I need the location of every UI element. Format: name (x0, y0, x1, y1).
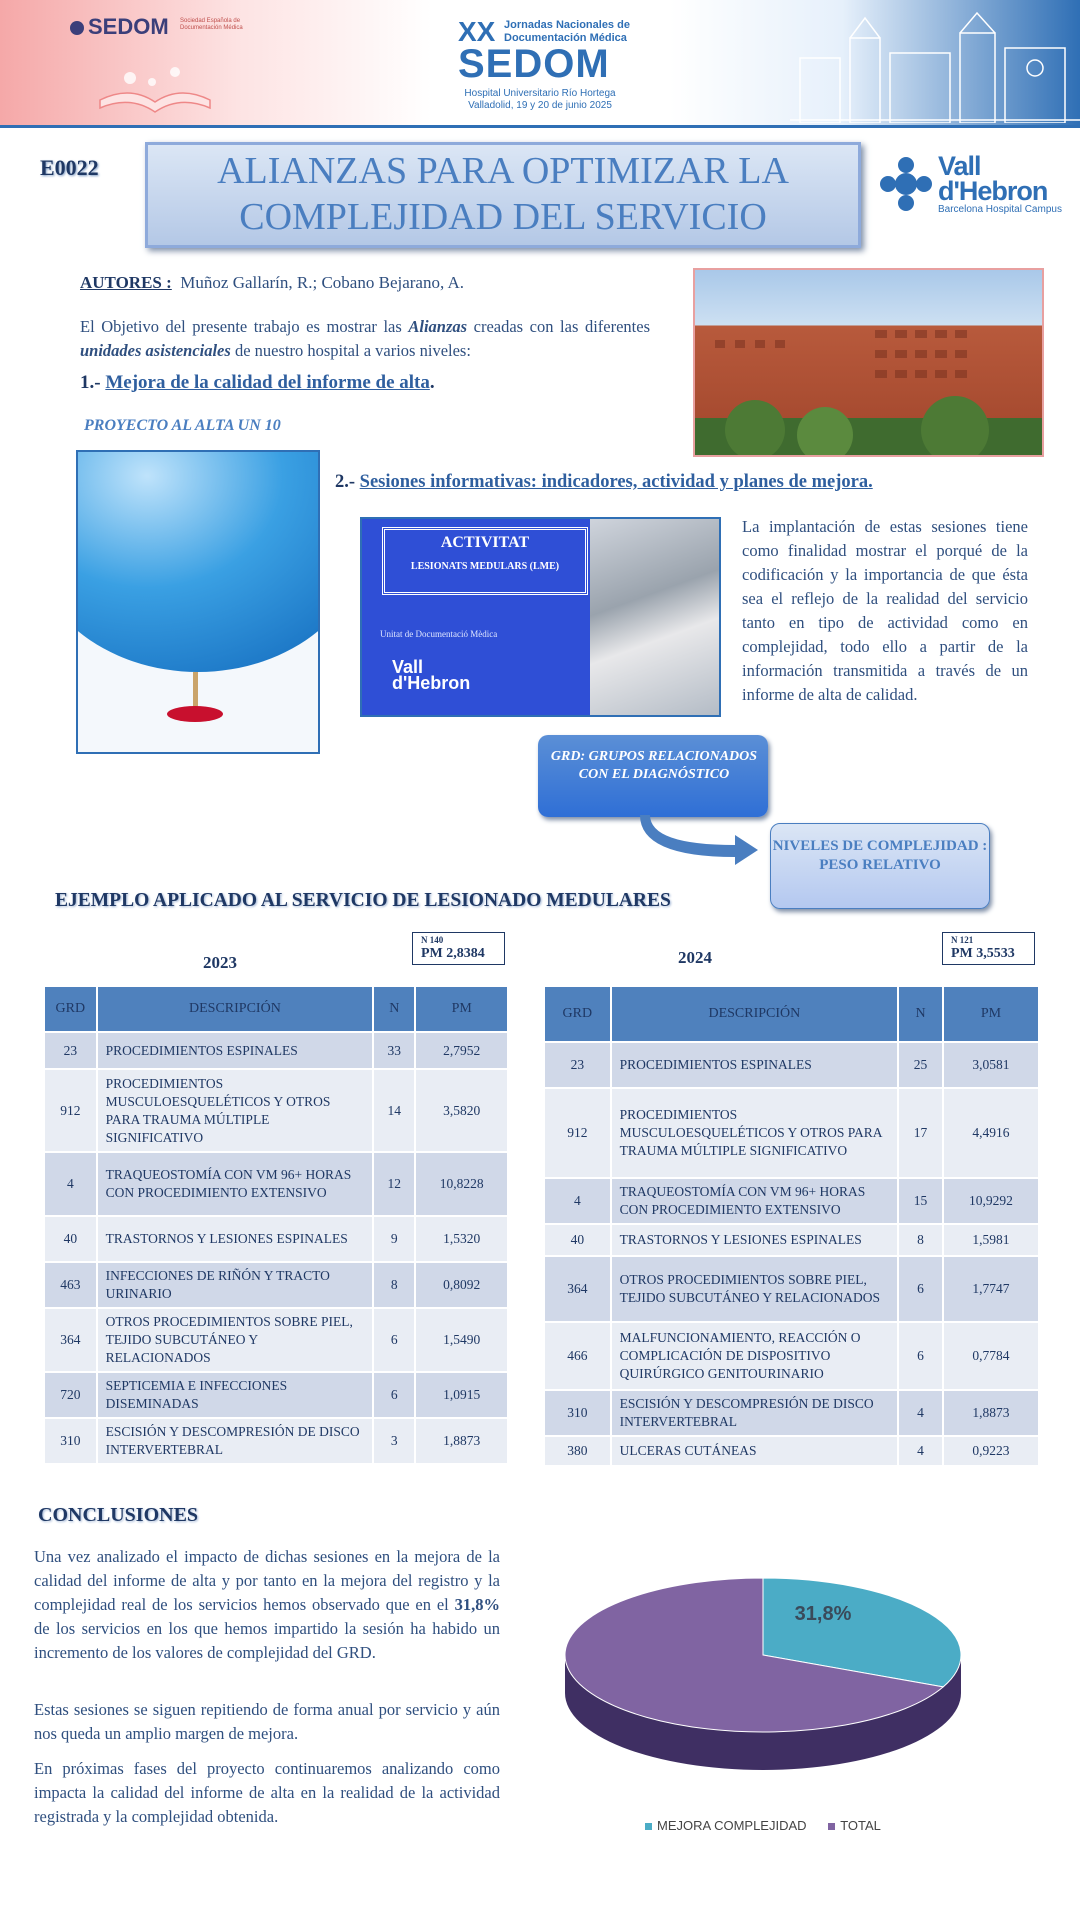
legend-label-total: TOTAL (840, 1818, 881, 1833)
table-row: 466 MALFUNCIONAMIENTO, REACCIÓN O COMPLICACIÓN DE DISPOSITIVO QUIRÚRGICO GENITOURINARIO 6 0,7784 (544, 1322, 1039, 1390)
pie-data-label: 31,8% (794, 1603, 852, 1625)
conclusions-heading: CONCLUSIONES (38, 1504, 199, 1526)
table-2023 (43, 985, 509, 1465)
poster-code: E0022 (40, 155, 99, 180)
table-2024 (543, 985, 1040, 1467)
city-skyline-icon (790, 8, 1080, 123)
summary-2023: N 140 PM 2,8384 (412, 932, 505, 965)
niveles-text: NIVELES DE COMPLEJIDAD : PESO RELATIVO (772, 838, 988, 873)
table-row: 720 SEPTICEMIA E INFECCIONES DISEMINADAS 6 1,0915 (44, 1372, 508, 1418)
table-row: 40 TRASTORNOS Y LESIONES ESPINALES 9 1,5320 (44, 1216, 508, 1262)
table-row: 4 TRAQUEOSTOMÍA CON VM 96+ HORAS CON PROCEDIMIENTO EXTENSIVO 12 10,8228 (44, 1152, 508, 1216)
activitat-unit: Unitat de Documentació Mèdica (380, 629, 498, 639)
objective-text: El Objetivo del presente trabajo es mostrar las Alianzas creadas con las diferentes unidades asistenciales de nuestro hospital a varios niveles: (80, 317, 650, 360)
legend-label-mejora: MEJORA COMPLEJIDAD (657, 1818, 807, 1833)
conference-org: SEDOM (458, 42, 610, 86)
curved-arrow-icon (640, 815, 760, 865)
vall-hebron-logo: Vall d'Hebron (938, 151, 1048, 206)
poster-title: ALIANZAS PARA OPTIMIZAR LA COMPLEJIDAD DEL SERVICIO (217, 150, 789, 238)
summary-2024: N 121 PM 3,5533 (942, 932, 1035, 965)
conclusion-paragraph-3: En próximas fases del proyecto continuaremos analizando como impacta la calidad del informe de alta en la realidad de la actividad registrada y la complejidad obtenida. (34, 1759, 500, 1826)
activitat-slide (360, 517, 721, 717)
col-grd: GRD (44, 986, 97, 1032)
conclusion-paragraph-1: Una vez analizado el impacto de dichas sesiones en la mejora de la calidad del informe de alta y por tanto en la mejora del registro y la complejidad real de los servicios hemos observado que en el 31,8% de los servicios en los que hemos impartido la sesión ha habido un incremento de los valores de complejidad del GRD. (34, 1547, 500, 1662)
table-row: 380 ULCERAS CUTÁNEAS 4 0,9223 (544, 1436, 1039, 1466)
sesiones-text: La implantación de estas sesiones tiene como finalidad mostrar el porqué de la codificación y la importancia de que ésta sea el reflejo de la realidad del servicio tanto en tipo de actividad como en complejidad, todo ello a partir de la información transmitida a través de un informe de alta de calidad. (742, 517, 1028, 704)
balloon-icon (78, 452, 318, 752)
balloon-pin-image (76, 450, 320, 754)
activitat-title: ACTIVITAT (440, 534, 530, 551)
activitat-logo: Vall d'Hebron (392, 657, 471, 693)
col-descripcion: DESCRIPCIÓN (97, 986, 374, 1032)
conclusion-paragraph-2: Estas sesiones se siguen repitiendo de forma anual por servicio y aún nos queda un amplio margen de mejora. (34, 1700, 500, 1743)
table-row: 4 TRAQUEOSTOMÍA CON VM 96+ HORAS CON PROCEDIMIENTO EXTENSIVO 15 10,9292 (544, 1178, 1039, 1224)
table-row: 463 INFECCIONES DE RIÑÓN Y TRACTO URINARIO 8 0,8092 (44, 1262, 508, 1308)
legend-swatch-mejora (645, 1823, 652, 1830)
table-row: 310 ESCISIÓN Y DESCOMPRESIÓN DE DISCO INTERVERTEBRAL 3 1,8873 (44, 1418, 508, 1464)
table-row: 23 PROCEDIMIENTOS ESPINALES 25 3,0581 (544, 1042, 1039, 1088)
conference-name: Jornadas Nacionales de Documentación Médica (504, 19, 630, 44)
year-2024: 2024 (678, 948, 712, 967)
open-book-icon (90, 60, 220, 115)
year-2023: 2023 (203, 953, 237, 972)
table-row: 23 PROCEDIMIENTOS ESPINALES 33 2,7952 (44, 1032, 508, 1069)
col-descripcion: DESCRIPCIÓN (611, 986, 898, 1042)
col-pm: PM (415, 986, 508, 1032)
vall-hebron-campus: Barcelona Hospital Campus (938, 204, 1062, 215)
hospital-building-icon (695, 270, 1042, 455)
conference-venue: Hospital Universitario Río Hortega Valladolid, 19 y 20 de junio 2025 (464, 88, 616, 111)
table-row: 912 PROCEDIMIENTOS MUSCULOESQUELÉTICOS Y OTROS PARA TRAUMA MÚLTIPLE SIGNIFICATIVO 14 3,5820 (44, 1069, 508, 1152)
table-row: 364 OTROS PROCEDIMIENTOS SOBRE PIEL, TEJIDO SUBCUTÁNEO Y RELACIONADOS 6 1,5490 (44, 1308, 508, 1372)
hospital-photo (693, 268, 1044, 457)
sedom-logo-icon (70, 21, 84, 35)
pie-legend (645, 1818, 881, 1833)
col-n: N (898, 986, 943, 1042)
sedom-society-name: Sociedad Española de Documentación Médica (180, 18, 243, 31)
proyecto-label: PROYECTO AL ALTA UN 10 (84, 417, 281, 434)
table-row: 364 OTROS PROCEDIMIENTOS SOBRE PIEL, TEJIDO SUBCUTÁNEO Y RELACIONADOS 6 1,7747 (544, 1256, 1039, 1322)
pie-chart (548, 1550, 988, 1820)
authors: AUTORES : Muñoz Gallarín, R.; Cobano Bejarano, A. (80, 273, 465, 292)
table-row: 310 ESCISIÓN Y DESCOMPRESIÓN DE DISCO INTERVERTEBRAL 4 1,8873 (544, 1390, 1039, 1436)
col-n: N (373, 986, 415, 1032)
legend-swatch-total (828, 1823, 835, 1830)
col-grd: GRD (544, 986, 611, 1042)
col-pm: PM (943, 986, 1039, 1042)
table-row: 40 TRASTORNOS Y LESIONES ESPINALES 8 1,5981 (544, 1224, 1039, 1256)
patient-photo (590, 519, 719, 715)
table-row: 912 PROCEDIMIENTOS MUSCULOESQUELÉTICOS Y OTROS PARA TRAUMA MÚLTIPLE SIGNIFICATIVO 17 4,4916 (544, 1088, 1039, 1178)
grd-text: GRD: GRUPOS RELACIONADOS CON EL DIAGNÓSTICO (550, 749, 758, 782)
conference-number: XX (458, 16, 496, 47)
item-1-heading: 1.- Mejora de la calidad del informe de alta. (80, 372, 435, 393)
sedom-logo: SEDOM (70, 14, 169, 40)
item-2-heading: 2.- Sesiones informativas: indicadores, actividad y planes de mejora. (335, 472, 873, 492)
activitat-subtitle: LESIONATS MEDULARS (LME) (410, 561, 560, 572)
ejemplo-heading: EJEMPLO APLICADO AL SERVICIO DE LESIONADO MEDULARES (55, 890, 671, 911)
